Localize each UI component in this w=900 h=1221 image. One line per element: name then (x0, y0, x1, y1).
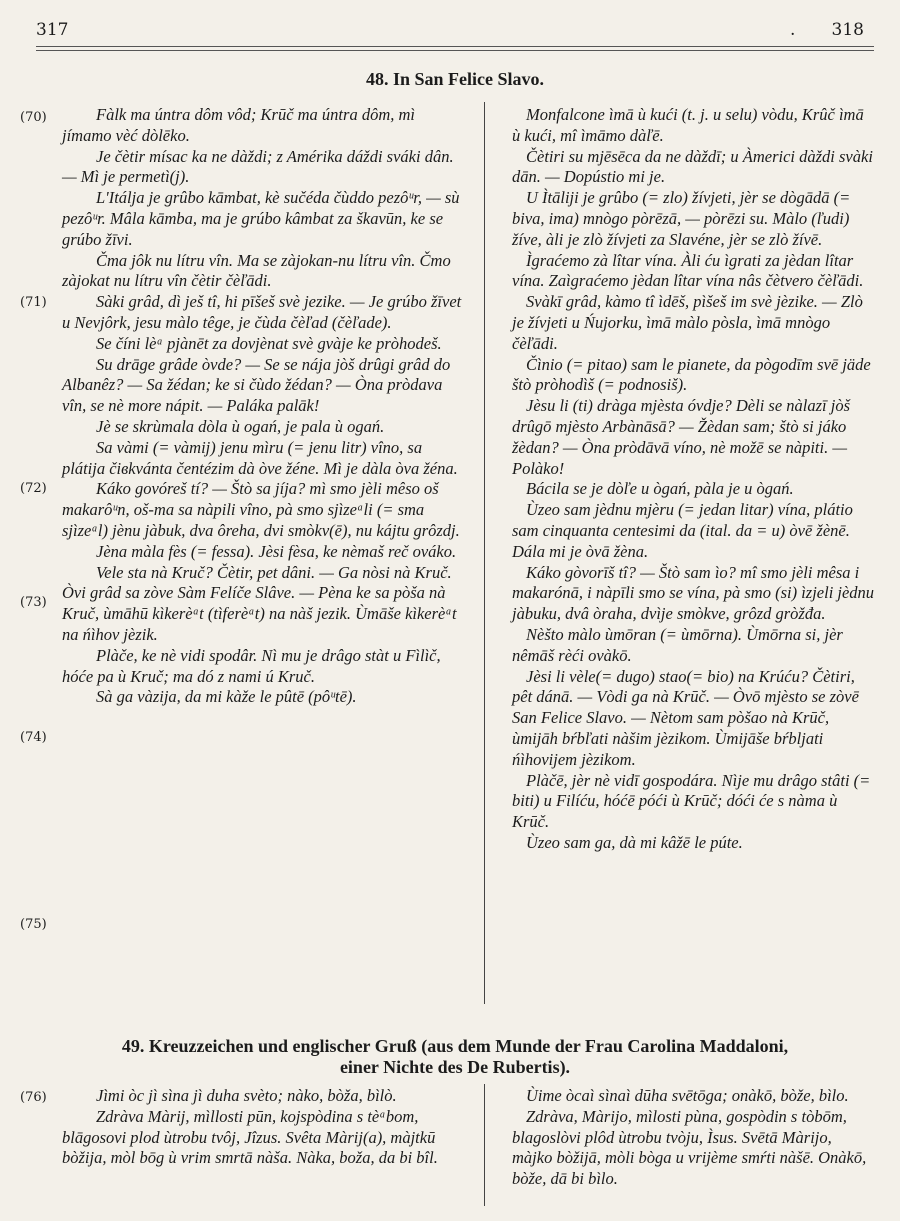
line-number: (71) (20, 295, 47, 310)
text-paragraph: Je čètir mísac ka ne dàždi; z Amérika dáždi sváki dân. — Mì je permetì(j). (62, 146, 454, 187)
text-paragraph: Ìgraćemo zà lîtar vína. Àli ću ìgrati za jèdan lîtar vína. Zaìgraćemo jèdan lîtar vína nâs čètvero čèľādi. (512, 250, 864, 291)
text-paragraph: Jèna màla fès (= fessa). Jèsi fèsa, ke nèmaš reč ováko. (96, 541, 457, 561)
line-number: (70) (20, 110, 47, 125)
line-number: (76) (20, 1090, 47, 1105)
header-rule (36, 46, 874, 47)
text-paragraph: Jèsu li (ti) dràga mjèsta óvdje? Dèli se nàlazī jòš drûgō mjèsto Arbànāsā? — Žèdan sam; štò si jáko žèdan? — Òna pròdāvā víno, nè možē se nàpiti. — Polàko! (512, 396, 850, 478)
text-paragraph: Jìmi òc jì sìna jì duha svèto; nàko, bòža, bìlò. (96, 1086, 397, 1105)
text-paragraph: Monfalcone ìmā ù kući (t. j. u selu) vòdu, Krûč ìmā ù kući, mî ìmāmo dàľē. (512, 105, 864, 145)
text-paragraph: U Ìtāliji je grûbo (= zlo) žívjeti, jèr se dògādā (= biva, ima) mnògo pòrēzā, — pòrēzi su. Màlo (ľudi) žíve, àli je zlò žívjeti za Slavéne, jèr se zlò žívē. (512, 188, 851, 249)
text-paragraph: Zdràva Màrij, mìllosti pūn, kojspòdina s tèᵃbom, blāgosovi plod ùtrobu tvôj, Jîzus. Svêta Màrij(a), màjtkū bòžija, mòl bōg ù vrim smrtā nàša. Nàka, boža, da bi bîl. (62, 1106, 438, 1168)
column-divider (484, 1084, 485, 1206)
text-paragraph: Nèšto màlo ùmōran (= ùmōrna). Ùmōrna si, jèr nêmāš rèći ovàkō. (512, 624, 843, 665)
section-49-title-line: einer Nichte des De Rubertis). (339, 1057, 571, 1077)
text-paragraph: Sàki grâd, dì ješ tî, hi pīšeš svè jezike. — Je grúbo žīvet u Nevjôrk, jesu màlo têge, je čùda čèľad (čèľade). (62, 292, 462, 332)
text-paragraph: Čìnio (= pitao) sam le pianete, da pògodīm svē jäde štò pròhodìš (= podnosiš). (512, 354, 871, 395)
page-number-left: 317 (36, 20, 69, 40)
section-48-title: 48. In San Felice Slavo. (365, 69, 544, 89)
text-paragraph: Jèsi li vèle(= dugo) stao(= bio) na Krúću? Čètiri, pêt dánā. — Vòdi ga nà Krūč. — Òvō mjèsto se zòvē San Felice Slavo. — Nètom sam pòšao nà Krūč, ùmijāh bŕbľati nàšim jèzikom. Ùmijāše bŕbljati ńìhovijem jèzikom. (512, 666, 859, 769)
section-49-title-line: 49. Kreuzzeichen und englischer Gruß (aus dem Munde der Frau Carolina Maddaloni, (121, 1036, 789, 1056)
text-paragraph: Ùzeo sam jèdnu mjèru (= jedan litar) vína, plátio sam cinquanta centesimi da (ital. da = u) òvē žènē. Dála mi je òvā žèna. (512, 500, 853, 561)
standard-prayer-column (512, 1086, 876, 1190)
section-49-title (36, 1036, 874, 1078)
dialect-prayer-column (62, 1086, 462, 1169)
text-paragraph: Vele sta nà Kruč? Čètir, pet dâni. — Ga nòsi nà Kruč. Òvi grâd sa zòve Sàm Felíče Slâve. — Pèna ke sa pòša nà Kruč, ùmāhū kìkerèᵃt (tìferèᵃt) na nàš jezik. Ùmāše kìkerèᵃt na ńìhov jèzik. (62, 562, 457, 644)
text-paragraph: Čma jôk nu lítru vîn. Ma se zàjokan-nu lítru vîn. Čmo zàjokat nu lítru vîn čètir čèľādi. (62, 250, 451, 291)
dialect-text-column (62, 105, 462, 708)
line-number: (75) (20, 917, 47, 932)
text-paragraph: Káko govóreš tí? — Štò sa jíja? mì smo jèli mêso oš makarôᵘn, oš-ma sa nàpili vîno, pà smo sjìzeᵃli (= sma sjìzeᵃl) jènu jàbuk, dva ôreha, dvi smòkv(ē), nu kájtu grôzdj. (62, 479, 460, 540)
page-dot: . (790, 20, 796, 40)
header-rule (36, 50, 874, 51)
text-paragraph: Plàče, ke nè vidi spodâr. Nì mu je drâgo stàt u Fìlìč, hóće pa ù Kruč; ma dó z nami ú Kruč. (62, 645, 441, 686)
page-number-right: 318 (831, 20, 864, 40)
text-paragraph: Sà ga vàzija, da mi kàže le pûtē (pôᵘtē). (96, 687, 357, 707)
line-number: (72) (20, 481, 47, 496)
text-paragraph: Jè se skrùmala dòla ù ogań, je pala ù ogań. (96, 416, 385, 436)
column-divider (484, 102, 485, 1004)
text-paragraph: Fàlk ma úntra dôm vôd; Krūč ma úntra dôm, mì jímamo vèć dòlēko. (62, 105, 415, 145)
text-paragraph: Čètiri su mjēsēca da ne dàždī; u Àmerici dàždi svàki dān. — Dopústio mi je. (512, 146, 873, 187)
text-paragraph: Se číni lèᵃ pjànēt za dovjènat svè gvàje ke pròhodeš. (96, 333, 442, 353)
text-paragraph: Zdràva, Màrijo, mìlosti pùna, gospòdin s tòbōm, blagoslòvi plôd ùtrobu tvòju, Ìsus. Svētā Màrijo, màjko bòžijā, mòli bòga u vrijème smŕti nàšē. Onàkō, bòže, dā bi bìlo. (512, 1106, 867, 1189)
standard-text-column (512, 105, 876, 854)
text-paragraph: Sa vàmi (= vàmij) jenu mìru (= jenu litr) vîno, sa plátija čiвkvánta čentézim dà òve žéne. Mì je dàla òva žéna. (62, 437, 458, 478)
text-paragraph: Káko gòvorīš tî? — Štò sam ìo? mî smo jèli mêsa i makarónā, i nàpīli smo se vína, pà smo (si) ìzjeli jèdnu jàbuku, dvâ òraha, dvìje smòkve, grôzd gròžđa. (512, 562, 875, 624)
text-paragraph: Ùzeo sam ga, dà mi kâžē le púte. (526, 832, 743, 852)
line-number: (73) (20, 595, 47, 610)
text-paragraph: L'Itálja je grûbo kāmbat, kè sučéda čùddo pezôᵘr, — sù pezôᵘr. Mâla kāmba, ma je grúbo kâmbat za škavūn, ke se grúbo žīvi. (62, 188, 460, 249)
text-paragraph: Su drāge grâde òvde? — Se se nája jòš drûgi grâd do Albanêz? — Sa žédan; ke si čùdo žédan? — Òna pròdava vîn, se nè more nápit. — Paláka palāk! (62, 354, 451, 416)
text-paragraph: Bácila se je dòľe u ògań, pàla je u ògań. (526, 479, 794, 499)
text-paragraph: Ùime òcaì sìnaì dūha svētōga; onàkō, bòže, bìlo. (526, 1086, 849, 1105)
text-paragraph: Svàkī grâd, kàmo tî ìdēš, pìšeš im svè jèzike. — Zlò je žívjeti u Ńujorku, ìmā màlo pòsla, ìmā mnògo čèľādi. (512, 292, 863, 353)
line-number: (74) (20, 730, 47, 745)
text-paragraph: Plàčē, jèr nè vidī gospodára. Nìje mu drâgo stâti (= biti) u Filíću, hóćē póći ù Krūč; dóći će s nàma ù Krūč. (512, 770, 871, 832)
